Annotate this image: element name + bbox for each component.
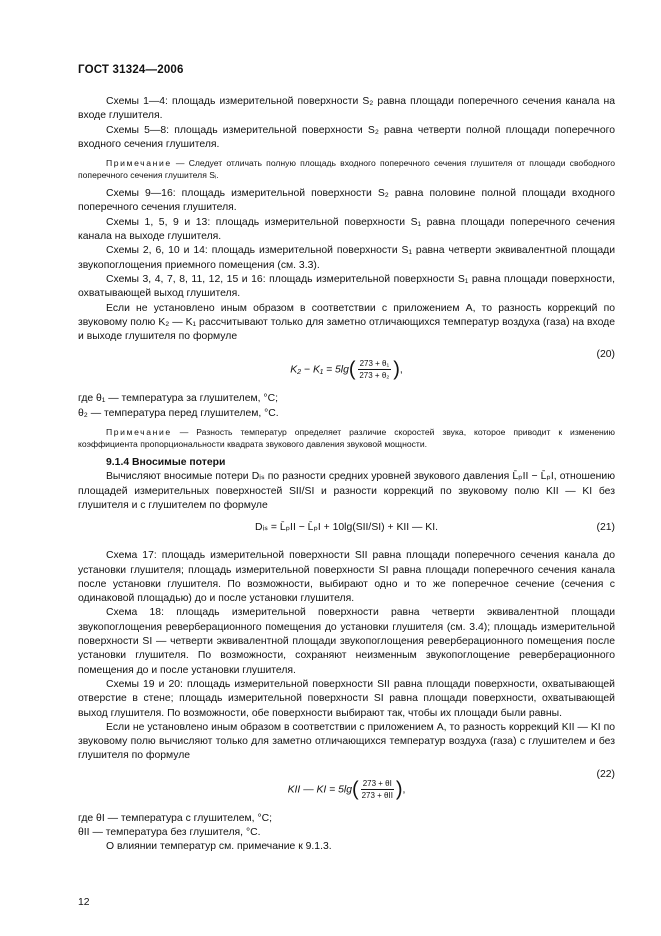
formula-number: (21) bbox=[596, 522, 615, 534]
paragraph: Схема 17: площадь измерительной поверхности SII равна площади поперечного сечения канала до установки глушителя; площадь измерительной поверхности SI равна площади поперечного сечения канала после установки глушителя. По возможности, выбирают одно и то же поперечное сечение (сечения с одинаковой площадью) до и после установки глушителя. bbox=[78, 550, 615, 605]
paragraph: Схемы 1, 5, 9 и 13: площадь измерительной поверхности S₁ равна площади поперечного сечения канала на выходе глушителя. bbox=[78, 216, 615, 243]
paragraph: Схемы 5—8: площадь измерительной поверхности S₂ равна четверти полной площади поперечного входного сечения глушителя. bbox=[78, 124, 615, 150]
paragraph: Если не установлено иным образом в соответствии с приложением А, то разность коррекций KII — KI по звуковому полю вычисляют только для заметно отличающихся температур воздуха (газа) с глушителем и без глушителя по формуле bbox=[78, 721, 615, 762]
paragraph: Схема 18: площадь измерительной поверхности равна четверти эквивалентной площади звукопоглощения реверберационного помещения до установки глушителя (см. 3.4); площадь измерительной поверхности SI — четверти эквивалентной площади звукопоглощения реверберационного помещения после установки глушителя. По возможности, сохраняют неизменным звукопоглощение реверберационного помещения до и после установки глушителя. bbox=[78, 607, 615, 676]
paragraph: Схемы 19 и 20: площадь измерительной поверхности SII равна площади поверхности, охватывающей отверстие в стене; площадь измерительной поверхности SI равна площади поверхности, охватывающей выход глушителя. По возможности, обе поверхности выбирают так, чтобы их площади были равны. bbox=[78, 678, 615, 719]
page-header-title: ГОСТ 31324—2006 bbox=[78, 64, 184, 76]
page-body bbox=[78, 95, 615, 855]
formula-lhs: K₂ − K₁ = 5lg bbox=[290, 364, 349, 376]
formula-numerator: 273 + θI bbox=[362, 778, 392, 788]
note bbox=[78, 427, 615, 450]
where-line: θ₂ — температура перед глушителем, °С. bbox=[78, 407, 279, 419]
paragraph: Схемы 3, 4, 7, 8, 11, 12, 15 и 16: площадь измерительной поверхности S₁ равна площади поверхности, охватывающей выход глушителя. bbox=[78, 273, 615, 300]
where-line: θII — температура без глушителя, °С. bbox=[78, 826, 261, 838]
note-label: Примечание bbox=[106, 158, 172, 169]
page-number: 12 bbox=[78, 897, 90, 908]
formula-number: (20) bbox=[596, 349, 615, 361]
where-line: где θ₁ — температура за глушителем, °С; bbox=[78, 393, 278, 405]
formula-denominator: 273 + θII bbox=[361, 790, 393, 800]
formula-denominator: 273 + θ₂ bbox=[359, 371, 390, 381]
where-line: где θI — температура с глушителем, °С; bbox=[78, 812, 273, 824]
subsection-heading: 9.1.4 Вносимые потери bbox=[106, 457, 226, 469]
paragraph: Схемы 1—4: площадь измерительной поверхности S₂ равна площади поперечного сечения канала на входе глушителя. bbox=[78, 96, 615, 122]
paragraph: О влиянии температур см. примечание к 9.1.3. bbox=[106, 841, 332, 853]
formula-20: K₂ − K₁ = 5lg( $\frac{\text{273 + θ₁}}{\text{273 + θ₂}}$ ), (20) bbox=[290, 349, 615, 381]
paragraph: Схемы 2, 6, 10 и 14: площадь измерительной поверхности S₁ равна четверти эквивалентной площади звукопоглощения приемного помещения (см. 3.3). bbox=[78, 245, 615, 271]
note-text: — Следует отличать полную площадь входного поперечного сечения глушителя от площади свободного поперечного сечения глушителя Sᵢ. bbox=[78, 158, 615, 180]
paragraph: Если не установлено иным образом в соответствии с приложением А, то разность коррекций по звуковому полю K₂ — K₁ рассчитывают только для заметно отличающихся температур воздуха (газа) на входе и выходе глушителя по формуле bbox=[78, 302, 615, 343]
formula-numerator: 273 + θ₁ bbox=[359, 359, 390, 369]
formula-22: KII — KI = 5lg( 273 + θI 273 + θII ), (22) bbox=[287, 768, 615, 801]
formula-lhs: KII — KI = 5lg bbox=[287, 783, 353, 795]
formula-21 bbox=[78, 517, 615, 545]
paragraph: Схемы 9—16: площадь измерительной поверхности S₂ равна половине полной площади входного поперечного сечения глушителя. bbox=[78, 188, 615, 214]
formula-expression: Dᵢₛ = L̄ₚII − L̄ₚI + 10lg(SII/SI) + KII — KI. bbox=[254, 522, 439, 534]
formula-number: (22) bbox=[596, 768, 615, 780]
paragraph: Вычисляют вносимые потери Dᵢₛ по разности средних уровней звукового давления L̄ₚII − L̄ₚI, отношению площадей измерительных поверхностей SII/SI и разности коррекций по звуковому полю KII — KI без глушителя и с глушителем по формуле bbox=[78, 471, 615, 511]
note-text: — Разность температур определяет различие скоростей звука, которое приводит к изменению коэффициента пропорциональности квадрата звукового давления звуковой мощности. bbox=[78, 427, 615, 449]
note-label: Примечание bbox=[106, 427, 172, 438]
note bbox=[78, 158, 615, 181]
